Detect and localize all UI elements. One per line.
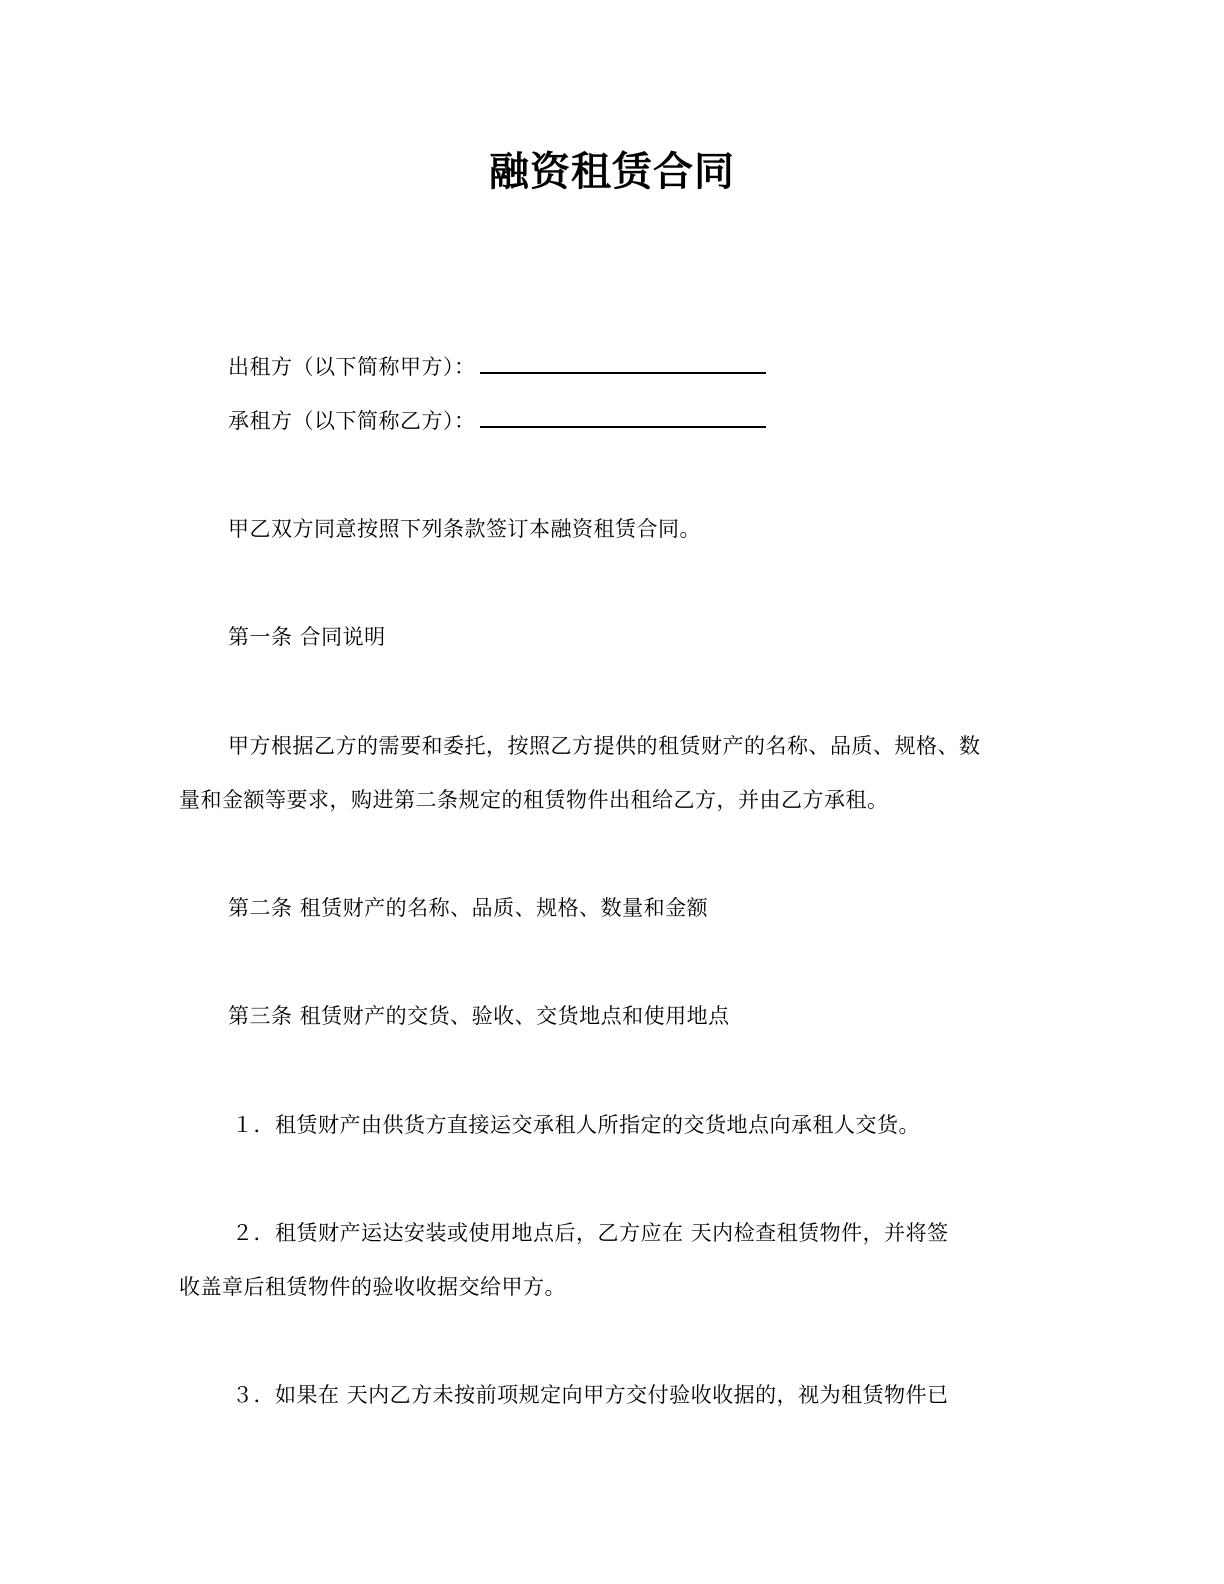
article3-item2-line2: 收盖章后租赁物件的验收收据交给甲方。 [179,1275,566,1299]
article3-heading: 第三条 租赁财产的交货、验收、交货地点和使用地点 [228,1004,730,1028]
article3-item1: １．租赁财产由供货方直接运交承租人所指定的交货地点向承租人交货。 [232,1113,920,1137]
article3-item2-line1: ２．租赁财产运达安装或使用地点后，乙方应在 天内检查租赁物件，并将签 [232,1221,949,1245]
lessor-line [228,352,766,382]
article1-paragraph-line2: 量和金额等要求，购进第二条规定的租赁物件出租给乙方，并由乙方承租。 [179,788,889,812]
article1-heading: 第一条 合同说明 [228,625,386,649]
article3-item3-line1: ３．如果在 天内乙方未按前项规定向甲方交付验收收据的，视为租赁物件已 [232,1383,949,1407]
lessee-blank-field[interactable] [480,406,766,428]
document-title: 融资租赁合同 [489,149,735,195]
lessor-label: 出租方（以下简称甲方）： [228,355,476,379]
lessor-blank-field[interactable] [480,352,766,374]
article1-paragraph-line1: 甲方根据乙方的需要和委托，按照乙方提供的租赁财产的名称、品质、规格、数 [228,734,981,758]
lessee-line [228,406,766,436]
lessee-label: 承租方（以下简称乙方）： [228,409,476,433]
preamble: 甲乙双方同意按照下列条款签订本融资租赁合同。 [228,517,701,541]
article2-heading: 第二条 租赁财产的名称、品质、规格、数量和金额 [228,896,709,920]
